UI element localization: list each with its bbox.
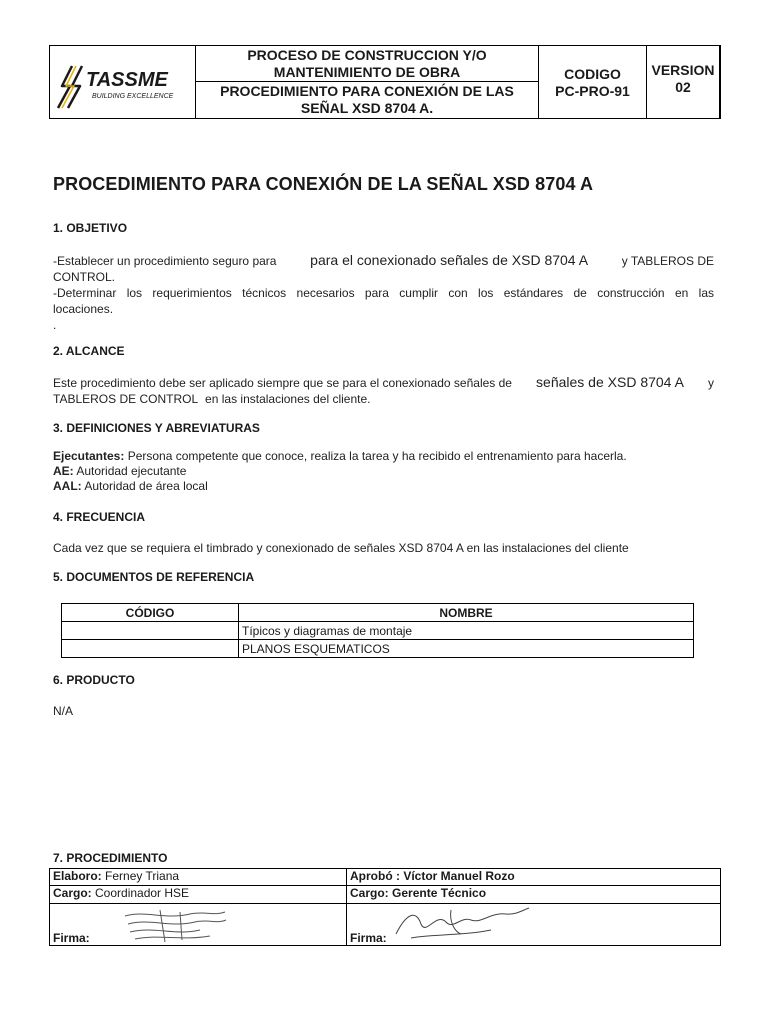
table-row <box>62 640 694 658</box>
tassme-logo <box>50 46 196 118</box>
cargo-left-cell <box>50 886 347 904</box>
table-row <box>50 869 721 886</box>
definition-ejecutantes <box>53 449 714 464</box>
objetivo-line1c: y TABLEROS DE <box>621 254 714 268</box>
alcance-line1c: y <box>707 376 714 390</box>
section-producto-text: N/A <box>53 704 74 718</box>
objetivo-line1b: para el conexionado señales de XSD 8704 A <box>310 252 589 268</box>
logo-text: TASSME <box>86 69 168 91</box>
definition-ae <box>53 464 714 479</box>
reference-documents-table <box>61 603 694 658</box>
logo-cell <box>50 46 196 118</box>
alcance-line2b: en las instalaciones del cliente. <box>205 392 371 406</box>
objetivo-line1d: CONTROL. <box>53 270 116 284</box>
alcance-line1b: señales de XSD 8704 A <box>536 374 684 390</box>
section-producto-heading: 6. PRODUCTO <box>53 673 135 687</box>
code-cell <box>539 46 647 118</box>
firma-right-cell <box>347 904 721 946</box>
table-cell-name: Típicos y diagramas de montaje <box>239 622 694 640</box>
definition-text: Persona competente que conoce, realiza la tarea y ha recibido el entrenamiento para hacerla. <box>127 449 627 463</box>
firma-label: Firma: <box>350 931 387 945</box>
signature-table <box>49 868 721 946</box>
table-cell-name: PLANOS ESQUEMATICOS <box>239 640 694 658</box>
cargo-right-value: Gerente Técnico <box>392 886 487 900</box>
table-header-row <box>62 604 694 622</box>
header-title-bottom: PROCEDIMIENTO PARA CONEXIÓN DE LAS SEÑAL XSD 8704 A. <box>220 83 514 116</box>
table-row <box>62 622 694 640</box>
elaboro-name: Ferney Triana <box>105 869 180 883</box>
definition-term: AAL: <box>53 479 82 493</box>
section-objetivo-body <box>53 252 714 333</box>
alcance-line1a: Este procedimiento debe ser aplicado siempre que se para el conexionado señales de <box>53 376 512 390</box>
cargo-label: Cargo: <box>350 886 389 900</box>
title-cell <box>196 46 539 118</box>
column-header-name: NOMBRE <box>239 604 694 622</box>
signature-image-right <box>391 904 531 944</box>
column-header-code: CÓDIGO <box>62 604 239 622</box>
code-value: PC-PRO-91 <box>555 83 630 99</box>
objetivo-line3: locaciones. <box>53 302 114 316</box>
definition-text: Autoridad ejecutante <box>76 464 187 478</box>
definition-text: Autoridad de área local <box>84 479 208 493</box>
aprobo-cell <box>347 869 721 886</box>
definition-aal <box>53 479 714 494</box>
signature-image-left <box>120 906 230 944</box>
table-row <box>50 886 721 904</box>
cargo-right-cell <box>347 886 721 904</box>
logo-tagline: BUILDING EXCELLENCE <box>92 93 174 100</box>
aprobo-name: Víctor Manuel Rozo <box>403 869 515 883</box>
section-frecuencia-heading: 4. FRECUENCIA <box>53 510 146 524</box>
header-title-top: PROCESO DE CONSTRUCCION Y/O MANTENIMIENTO DE OBRA <box>196 46 538 82</box>
firma-label: Firma: <box>53 931 90 945</box>
elaboro-cell <box>50 869 347 886</box>
definition-term: Ejecutantes: <box>53 449 125 463</box>
document-title: PROCEDIMIENTO PARA CONEXIÓN DE LA SEÑAL XSD 8704 A <box>53 174 594 194</box>
table-row <box>50 904 721 946</box>
cargo-label: Cargo: <box>53 886 92 900</box>
document-header <box>49 45 721 119</box>
alcance-line2a: TABLEROS DE CONTROL <box>53 392 198 406</box>
objetivo-line4: . <box>53 318 57 332</box>
table-cell-code <box>62 622 239 640</box>
definition-term: AE: <box>53 464 74 478</box>
version-cell <box>647 46 720 118</box>
elaboro-label: Elaboro: <box>53 869 102 883</box>
section-documentos-heading: 5. DOCUMENTOS DE REFERENCIA <box>53 570 255 584</box>
table-cell-code <box>62 640 239 658</box>
aprobo-label: Aprobó : <box>350 869 400 883</box>
section-alcance-heading: 2. ALCANCE <box>53 344 125 358</box>
section-definiciones-body <box>53 449 714 494</box>
section-procedimiento-heading: 7. PROCEDIMIENTO <box>53 851 168 865</box>
objetivo-line2: -Determinar los requerimientos técnicos necesarios para cumplir con los estándares de construcción en las <box>53 286 714 300</box>
version-value: 02 <box>675 79 691 95</box>
section-frecuencia-text: Cada vez que se requiera el timbrado y conexionado de señales XSD 8704 A en las instalaciones del cliente <box>53 541 629 555</box>
firma-left-cell <box>50 904 347 946</box>
version-label: VERSION <box>651 62 715 78</box>
section-definiciones-heading: 3. DEFINICIONES Y ABREVIATURAS <box>53 421 260 435</box>
section-objetivo-heading: 1. OBJETIVO <box>53 221 128 235</box>
section-alcance-body <box>53 374 714 407</box>
code-label: CODIGO <box>564 66 621 82</box>
cargo-left-value: Coordinador HSE <box>95 886 190 900</box>
objetivo-line1a: -Establecer un procedimiento seguro para <box>53 254 277 268</box>
